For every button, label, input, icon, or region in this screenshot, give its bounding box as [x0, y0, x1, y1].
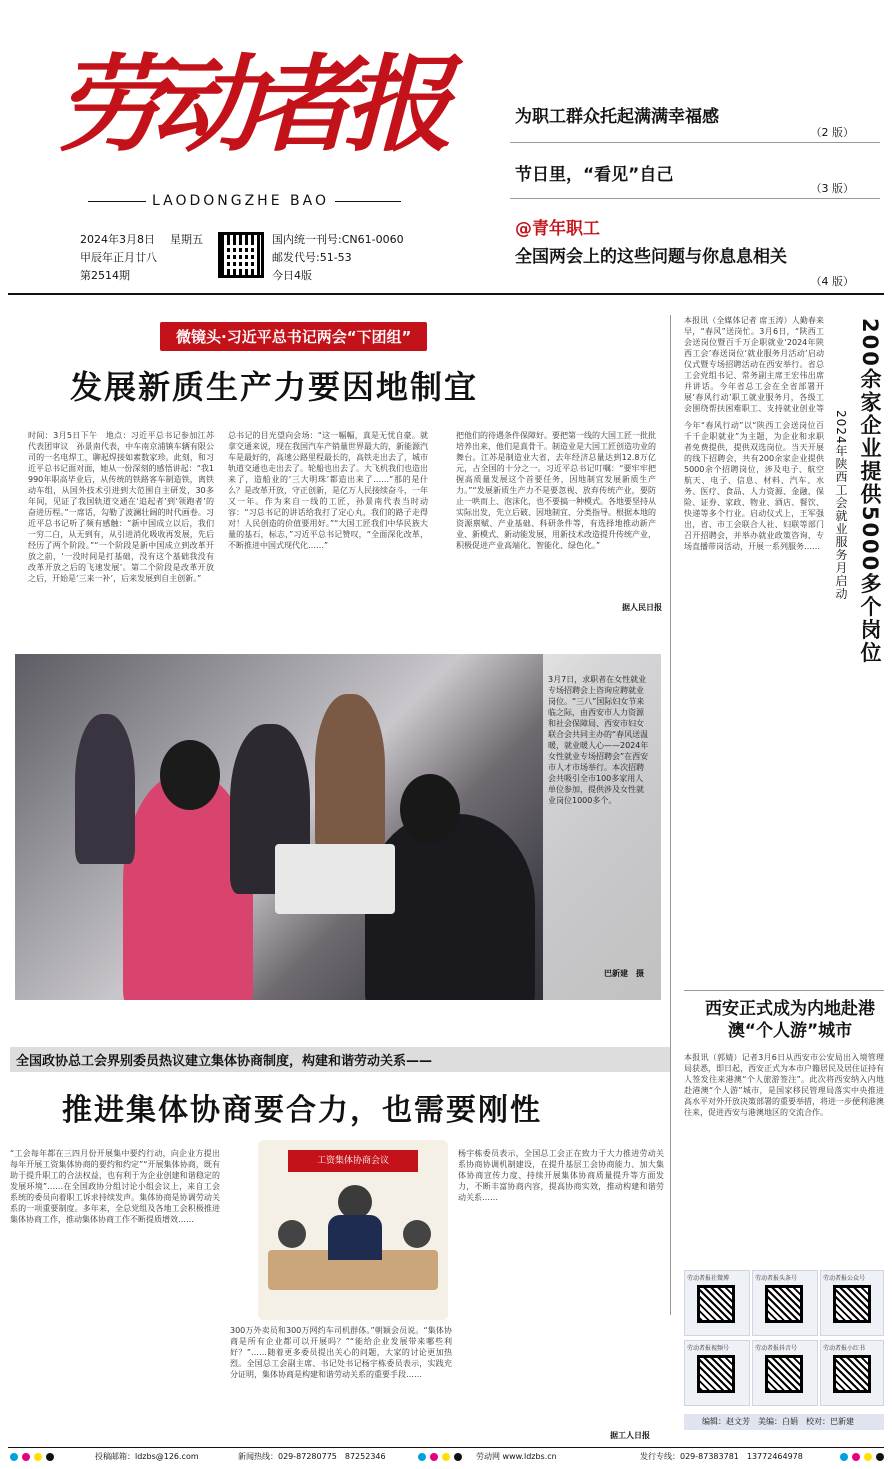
qr-code-icon: [697, 1355, 735, 1393]
lead-credit: 据人民日报: [622, 603, 662, 612]
qr-card[interactable]: 劳动者报头条号: [752, 1270, 818, 1336]
cartoon-illustration: [258, 1140, 448, 1320]
postal-code: 邮发代号:51-53: [272, 251, 352, 264]
issn: 国内统一刊号:CN61-0060: [272, 233, 404, 246]
side-body-2: 本报讯（郭婧）记者3月6日从西安市公安局出入境管理局获悉，即日起，西安正式为本市户籍居民及居住证持有人签发往来港澳“个人旅游签注”。此次将西安纳入内地赴港澳“个人游”城市，是国家移民管理局落实中央推进高水平对外开放决策部署的重要举措，将进一步便利港澳往来，促进西安与港澳地区的交流合作。: [684, 1053, 884, 1117]
print-mark-icon: [852, 1453, 860, 1461]
qr-code-icon: [697, 1285, 735, 1323]
side-vertical-subhead: 2024年陕西工会就业服务月启动: [834, 410, 848, 601]
print-mark-icon: [10, 1453, 18, 1461]
teaser-headline[interactable]: 全国两会上的这些问题与你息息相关: [515, 247, 787, 267]
print-mark-icon: [840, 1453, 848, 1461]
side-body: 今年“春风行动”以“陕西工会送岗位百千千企职就业”为主题，为企业和求职者免费提供，提供双选岗位。当天开展的线下招聘会，共有200余家企业提供5000余个招聘岗位，涉及电子、航空航天、电子、信息、材料、汽车、水务、医疗、食品、人力资源、金融、保险、证券、家政、物业、酒店、餐饮、快递等多个行业。启动仪式上，王军强出，省、市工会联合人社、妇联等部门召开招聘会，并举办就业政策咨询、专场直播带岗活动，开展一系列服务……: [684, 421, 824, 551]
side-vertical-headline[interactable]: 200余家企业提供5000多个岗位: [858, 318, 882, 665]
side-intro: 本报讯（全媒体记者 席玉涛）人勤春来早，“春风”送岗忙。3月6日，“陕西工会送岗位暨百千万企职就业‘2024年陕西工会’春送岗位‘就业服务月活动’启动仪式暨专场招聘活动在西安举行。省总工会党组书记、常务副主席王宏伟出席并讲话。今年省总工会在全省部署开展‘春风行动’职工就业服务月，各级工会围绕帮扶困难职工、支持就业创业等: [684, 316, 824, 413]
teaser-headline[interactable]: 节日里，“看见”自己: [515, 165, 674, 185]
lead-column-3: 把他们的待遇条件保障好。要把第一线的大国工匠一批批培养出来，他们是真骨干。制造业是大国工匠创造功业的舞台。江苏是制造业大省，去年经济总量达到12.8万亿元，占全国的十分之一。习近平总书记叮嘱：“要牢牢把握高质量发展这个首要任务，因地制宜发展新质生产力。”“发展新质生产力不是要忽视、放弃传统产业，要防止一哄而上、泡沫化，也不要搞一种模式。各地要坚持从实际出发，先立后破、因地制宜、分类指导。根据本地的资源禀赋、产业基础、科研条件等，有选择地推动新产业、新模式、新动能发展，用新技术改造提升传统产业，积极促进产业高端化、智能化、绿色化。”: [456, 431, 656, 550]
divider: [684, 990, 884, 991]
lead-column-1: 时间：3月5日下午 地点：习近平总书记参加江苏代表团审议 孙景南代表，中车南京浦镇车辆有限公司的一名电焊工，聊起焊接如素数家珍。此刻，和习近平总书记面对面，她从一份深刻的感悟讲起：“我1990年职高毕业后，从传统的铁路客车制造铁，离铁动车组，从国外技术引进到大范围自主研发，30多年间，见证了我国轨道交通在‘追起者’到‘领跑者’的奋进历程。”一席话，勾勒了波澜壮阔的时代画卷。习近平总书记听了频有感触：“新中国成立以后，我们一穷二白，从无到有，从引进消化吸收再发展，先后经历了两个阶段。”“一个阶段是新中国成立到改革开放之前，‘一没时间是打基础，没有这个基础我没有改革开放之后的飞速发展’。第二个阶段是改革开放之后，开始是‘三来一补’，后来发展到自主创新。”: [28, 431, 214, 583]
teaser-page: （3 版）: [810, 182, 854, 195]
bottom-credit: 据工人日报: [610, 1431, 650, 1440]
qr-code-icon[interactable]: [218, 232, 264, 278]
print-mark-icon: [442, 1453, 450, 1461]
editor-credits: 编辑：赵文芳 美编：白娟 校对：巴新建: [684, 1414, 884, 1430]
bottom-headline[interactable]: 推进集体协商要合力，也需要刚性: [62, 1093, 542, 1128]
masthead-rule: [8, 293, 884, 295]
teaser-page: （2 版）: [810, 126, 854, 139]
print-mark-icon: [864, 1453, 872, 1461]
issue-lunar: 甲辰年正月廿八: [80, 251, 157, 264]
teaser-tag: @青年职工: [515, 219, 600, 239]
qr-code-icon: [833, 1355, 871, 1393]
footer-website[interactable]: 劳动网 www.ldzbs.cn: [476, 1452, 557, 1461]
print-mark-icon: [34, 1453, 42, 1461]
issue-date: 2024年3月8日: [80, 233, 155, 246]
print-mark-icon: [22, 1453, 30, 1461]
bottom-column-3: 杨宇栋委员表示，全国总工会正在致力于大力推进劳动关系协商协调机制建设，在提升基层工会协商能力、加大集体协商宣传力度、持续开展集体协商质量提升等方面发力，不断丰富协商内容，提高协商实效，推动构建和谐劳动关系……: [458, 1149, 664, 1202]
photo-caption: 3月7日，求职者在女性就业专场招聘会上咨询应聘就业岗位。“三八”国际妇女节来临之际，由西安市人力资源和社会保障局、西安市妇女联合会共同主办的“春风送温暖，就业暖人心——2024年女性就业专场招聘会”在西安市人才市场举行。本次招聘会共吸引全市100多家用人单位参加，提供涉及女性就业岗位1000多个。: [548, 675, 649, 805]
lead-column-2: 总书记的目光望向会场：“这一幅幅，真是无忧自豪。就拿交通来说，现在我国汽车产销量世界最大的，新能源汽车是最好的，高速公路里程最长的，高铁走出去了，城市轨道交通也走出去了。轮船也出去了。大飞机我们也造出来了，造船业的‘三大明珠’都造出来了……”那的是什么？是改革开放，守正创新，是亿万人民接续奋斗，一年又一年。作为来自一线的工匠，孙景南代表当时动容：“习总书记的讲话给我打了定心丸，我们的路子走得对！人民创造的价值要用好。”“大国工匠我们中华民族大量的基石，标志，”习近平总书记赞叹，“全面深化改革，不断推进中国式现代化……”: [228, 431, 428, 550]
divider: [335, 201, 401, 202]
footer-email[interactable]: 投稿邮箱：ldzbs@126.com: [95, 1452, 199, 1461]
teaser-headline[interactable]: 为职工群众托起满满幸福感: [515, 107, 719, 127]
column-rule: [670, 315, 671, 1315]
bottom-column-1: “工会每年都在三四月份开展集中要约行动，向企业方提出每年开展工资集体协商的要约和约定”“开展集体协商，既有助于提升职工的合法权益，也有利于为企业创建和谐稳定的发展环境”……在全国政协分组讨论小组会议上，来自工会系统的委员向着职工诉求持续发声。集体协商是协调劳动关系的一项重要制度。多年来，全总党组及各地工会积极推进集体协商工作，推动集体协商工作不断提质增效……: [10, 1149, 220, 1224]
masthead-pinyin: LAODONGZHE BAO: [152, 193, 329, 209]
illustration-sign: 工资集体协商会议: [288, 1150, 418, 1172]
print-mark-icon: [454, 1453, 462, 1461]
masthead-logo: 劳动者报: [55, 43, 439, 166]
print-mark-icon: [430, 1453, 438, 1461]
qr-card[interactable]: 劳动者报抖音号: [752, 1340, 818, 1406]
print-mark-icon: [46, 1453, 54, 1461]
teaser-page: （4 版）: [810, 275, 854, 288]
footer-distribution: 发行专线：029-87383781 13772464978: [640, 1452, 803, 1461]
footer-hotline: 新闻热线：029-87280775 87252346: [238, 1452, 386, 1461]
qr-card[interactable]: 劳动者报视频号: [684, 1340, 750, 1406]
photo-credit: 巴新建 摄: [604, 969, 644, 978]
bottom-banner: 全国政协总工会界别委员热议建立集体协商制度，构建和谐劳动关系——: [10, 1047, 670, 1072]
bottom-column-2: 300万外卖员和300万网约车司机群体。”朝颖会员说。“集体协商是所有企业都可以开展吗？”“能给企业发展带来哪些利好？”……随着更多委员提出关心的问题，大家的讨论更加热烈。全国总工会副主席、书记处书记杨宇栋委员表示，实践充分证明，集体协商是构建和谐劳动关系的重要手段……: [230, 1326, 452, 1379]
page-count: 今日4版: [272, 269, 312, 282]
divider: [88, 201, 146, 202]
lead-headline[interactable]: 发展新质生产力要因地制宜: [70, 368, 479, 406]
side-body-continued: [684, 560, 884, 980]
print-mark-icon: [876, 1453, 884, 1461]
print-mark-icon: [418, 1453, 426, 1461]
qr-code-icon: [833, 1285, 871, 1323]
issue-weekday: 星期五: [170, 233, 203, 246]
footer-rule: [8, 1447, 884, 1448]
divider: [510, 142, 880, 143]
lead-kicker: 微镜头·习近平总书记两会“下团组”: [160, 322, 427, 351]
qr-card[interactable]: 劳动者报公众号: [820, 1270, 884, 1336]
side-subheadline[interactable]: 西安正式成为内地赴港澳“个人游”城市: [705, 999, 875, 1041]
qr-code-icon: [765, 1355, 803, 1393]
qr-card[interactable]: 劳动者报小红书: [820, 1340, 884, 1406]
qr-card[interactable]: 劳动者报社微博: [684, 1270, 750, 1336]
qr-code-icon: [765, 1285, 803, 1323]
issue-number: 第2514期: [80, 269, 130, 282]
divider: [510, 198, 880, 199]
